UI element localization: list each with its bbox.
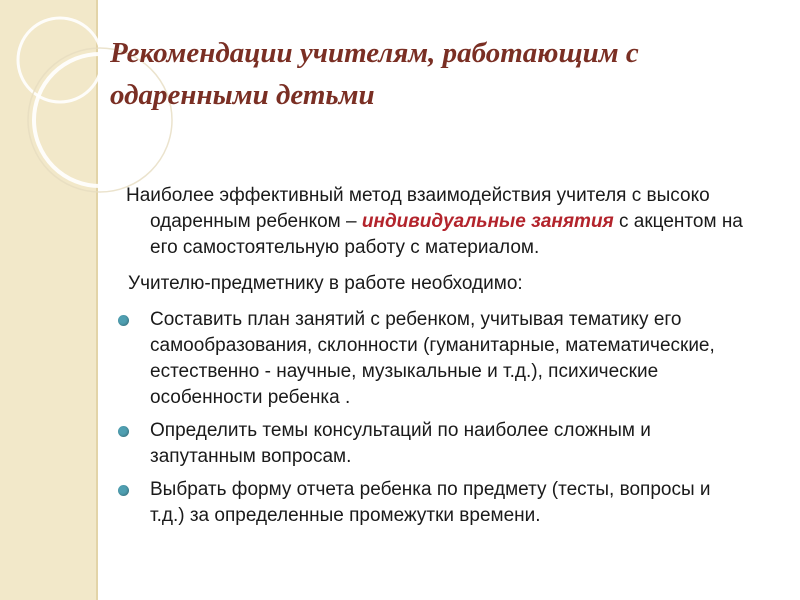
list-item-text: Выбрать форму отчета ребенка по предмету (тесты, вопросы и т.д.) за определенные промежутки времени.	[150, 479, 711, 526]
list-item	[118, 418, 748, 470]
list-item-text: Составить план занятий с ребенком, учитывая тематику его самообразования, склонности (гуманитарные, математические, естественно - научные, музыкальные и т.д.), психические особенности ребенка .	[150, 309, 715, 408]
highlighted-phrase: индивидуальные занятия	[361, 211, 614, 232]
list-item	[118, 307, 748, 411]
list-item	[118, 477, 748, 529]
intro-text-start: Наиболее эффективный метод взаимодействия учителя с высоко одаренным ребенком –	[126, 185, 710, 232]
recommendations-list	[118, 307, 748, 529]
bullet-icon	[118, 485, 129, 496]
slide-title: Рекомендации учителям, работающим с одаренными детьми	[110, 37, 639, 111]
bullet-icon	[118, 315, 129, 326]
intro-paragraph	[118, 183, 748, 261]
bullet-icon	[118, 426, 129, 437]
list-item-text: Определить темы консультаций по наиболее сложным и запутанным вопросам.	[150, 420, 651, 467]
requirements-heading: Учителю-предметнику в работе необходимо:	[128, 273, 523, 294]
slide-content	[118, 183, 748, 536]
intro-text-end: с акцентом на его самостоятельную работу с материалом.	[150, 211, 743, 258]
